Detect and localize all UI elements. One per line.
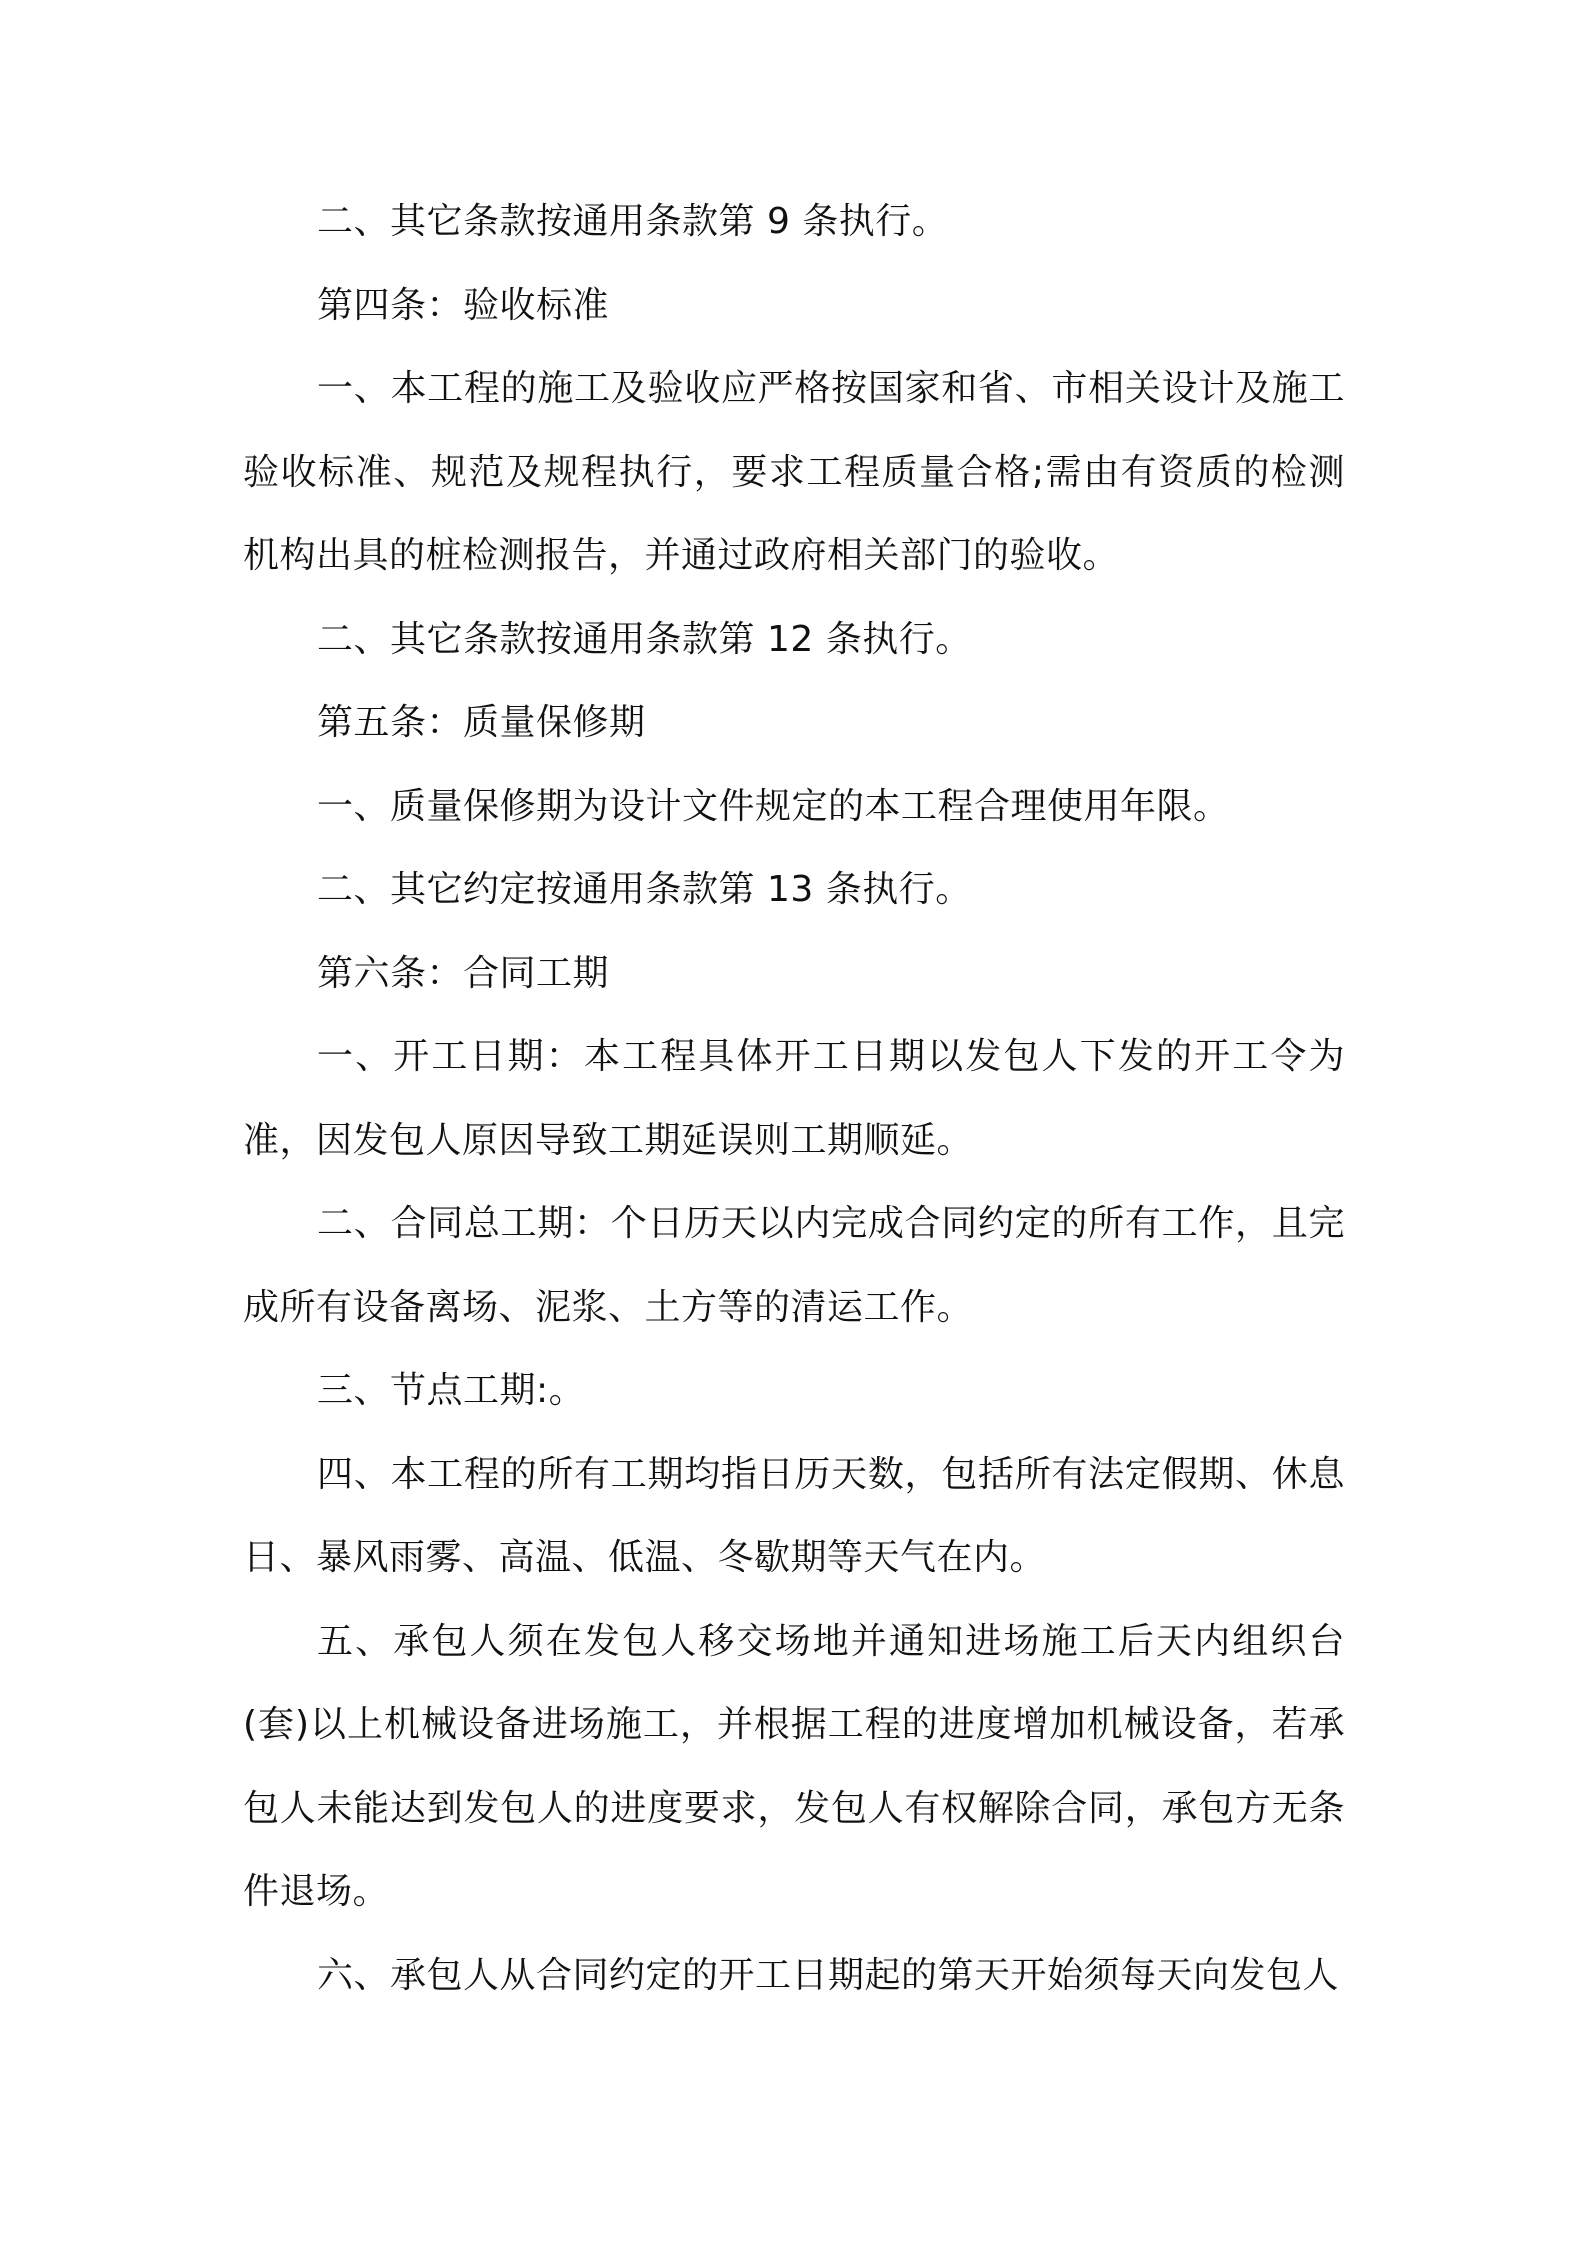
paragraph-start-date: 一、开工日期：本工程具体开工日期以发包人下发的开工令为准，因发包人原因导致工期延误则工期顺延。 (243, 1036, 1345, 1161)
paragraph-milestones: 三、节点工期:。 (317, 1370, 586, 1411)
heading-article-6: 第六条：合同工期 (317, 952, 610, 994)
document-body (243, 180, 1345, 2017)
paragraph-clause-12: 二、其它条款按通用条款第 12 条执行。 (317, 618, 972, 660)
paragraph-calendar-days: 四、本工程的所有工期均指日历天数，包括所有法定假期、休息日、暴风雨雾、高温、低温、冬歇期等天气在内。 (243, 1453, 1345, 1578)
paragraph-acceptance-standards: 一、本工程的施工及验收应严格按国家和省、市相关设计及施工验收标准、规范及规程执行，要求工程质量合格;需由有资质的检测机构出具的桩检测报告，并通过政府相关部门的验收。 (243, 368, 1345, 576)
paragraph-warranty-period: 一、质量保修期为设计文件规定的本工程合理使用年限。 (317, 785, 1230, 827)
paragraph-clause-13: 二、其它约定按通用条款第 13 条执行。 (317, 869, 972, 910)
paragraph-total-duration: 二、合同总工期：个日历天以内完成合同约定的所有工作，且完成所有设备离场、泥浆、土方等的清运工作。 (243, 1203, 1345, 1328)
heading-article-5: 第五条：质量保修期 (317, 702, 646, 743)
paragraph-clause-9: 二、其它条款按通用条款第 9 条执行。 (317, 201, 949, 242)
paragraph-daily-report: 六、承包人从合同约定的开工日期起的第天开始须每天向发包人 (317, 1954, 1340, 1996)
heading-article-4: 第四条：验收标准 (317, 284, 610, 326)
paragraph-equipment-mobilization: 五、承包人须在发包人移交场地并通知进场施工后天内组织台(套)以上机械设备进场施工，并根据工程的进度增加机械设备，若承包人未能达到发包人的进度要求，发包人有权解除合同，承包方无条件退场。 (243, 1620, 1345, 1912)
